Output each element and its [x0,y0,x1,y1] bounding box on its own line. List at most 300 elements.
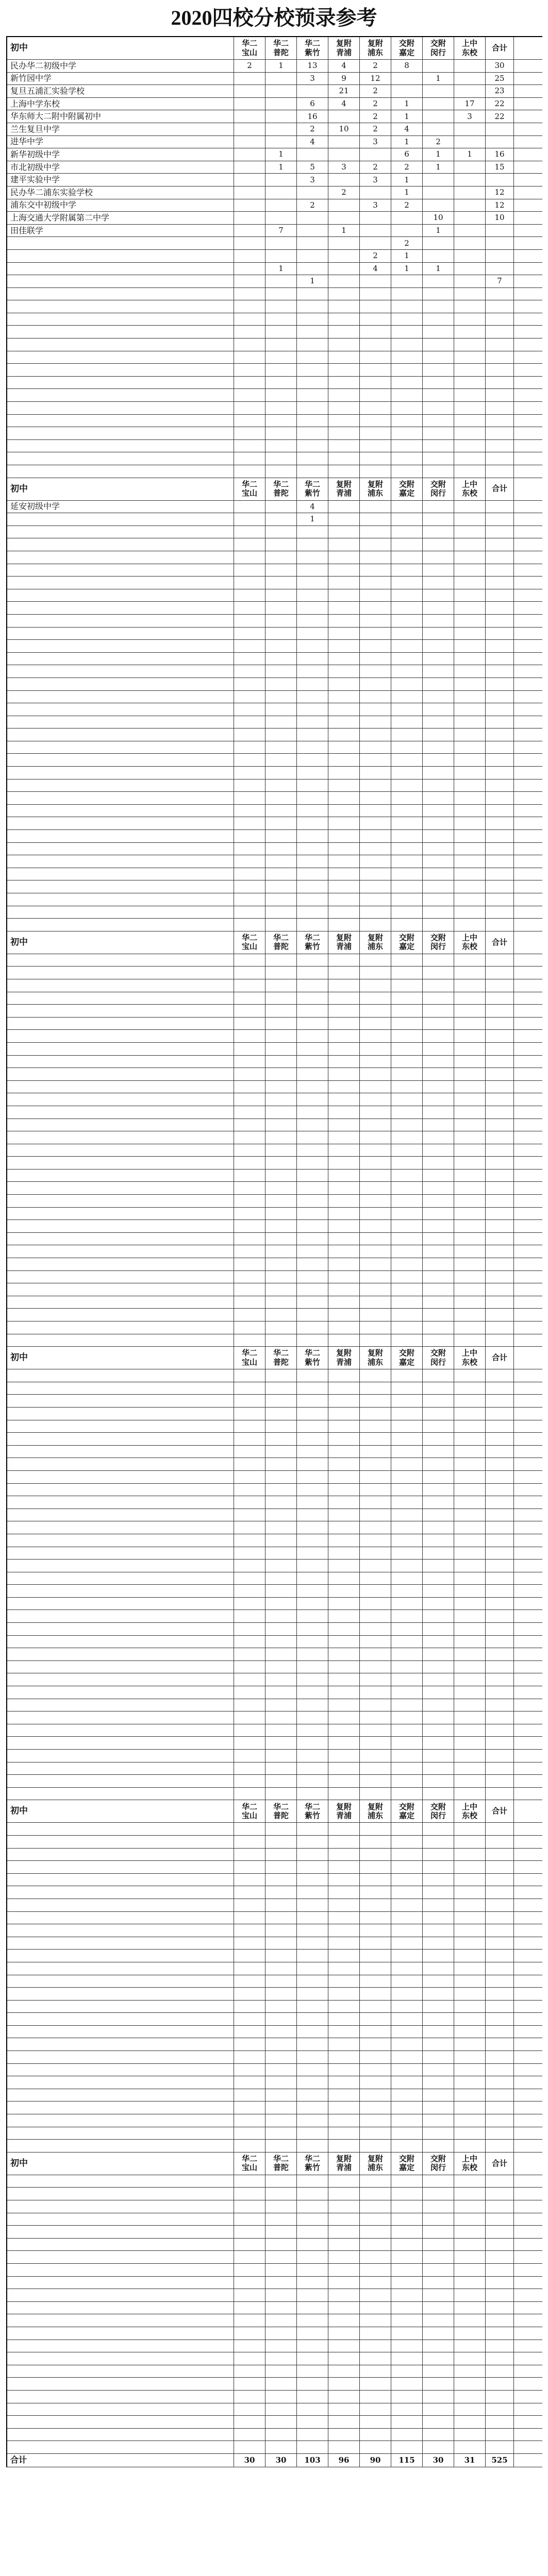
count-cell [391,326,423,338]
count-cell [423,1823,454,1835]
count-cell [297,427,328,439]
column-header [423,478,454,500]
count-cell [265,1195,297,1207]
count-cell [360,1509,391,1521]
count-cell [360,2127,391,2140]
count-cell [360,225,391,237]
count-cell [234,716,265,728]
count-cell [423,85,454,97]
count-cell [391,1988,423,2000]
count-cell [297,326,328,338]
table-row [7,954,542,967]
count-cell [297,653,328,665]
count-cell [423,2391,454,2403]
count-cell [454,615,486,627]
count-cell [360,855,391,868]
school-name [7,2001,234,2013]
count-cell [423,577,454,589]
table-row [7,212,542,225]
count-cell [234,1081,265,1093]
total-cell [486,2264,514,2276]
count-cell [297,1093,328,1106]
count-cell [454,1534,486,1547]
count-cell [328,1068,360,1080]
table-row [7,843,542,856]
table-row [7,427,542,440]
count-cell [423,2140,454,2152]
count-cell [360,288,391,300]
count-cell [265,1056,297,1068]
count-cell [234,1195,265,1207]
count-cell [297,1724,328,1737]
table-row [7,577,542,589]
count-cell [391,2051,423,2063]
count-cell [391,1874,423,1886]
count-cell [423,2340,454,2352]
count-cell [391,2175,423,2188]
total-cell [486,2140,514,2152]
table-row [7,551,542,564]
count-cell [297,1471,328,1483]
count-cell [391,2001,423,2013]
count-cell: 10 [328,123,360,135]
count-cell [423,1093,454,1106]
school-name [7,1144,234,1157]
table-row [7,1836,542,1849]
column-header [360,2153,391,2175]
count-cell [234,1484,265,1496]
count-cell [297,1068,328,1080]
table-row [7,187,542,199]
count-cell [328,919,360,931]
count-cell [328,551,360,564]
column-header-line: 交附 [398,479,414,489]
table-row [7,1509,542,1522]
school-name [7,2416,234,2428]
school-name [7,1093,234,1106]
school-name: 进华中学 [7,136,234,148]
column-header-line: 复附 [336,933,352,943]
count-cell [423,538,454,551]
count-cell [360,741,391,754]
count-cell [234,1446,265,1458]
total-cell [486,919,514,931]
count-cell [297,1382,328,1395]
count-cell [391,2089,423,2102]
count-cell [454,1572,486,1585]
school-name [7,2064,234,2076]
count-cell [265,1849,297,1861]
school-name [7,1572,234,1585]
count-cell [454,1081,486,1093]
table-row [7,1598,542,1611]
total-cell [486,1585,514,1597]
count-cell [360,967,391,979]
count-cell [391,1220,423,1232]
count-cell [234,2026,265,2038]
count-cell [454,212,486,224]
count-cell [391,1309,423,1321]
count-cell [391,728,423,741]
count-cell [234,161,265,174]
total-cell [486,1886,514,1899]
school-name [7,2302,234,2314]
school-name [7,250,234,262]
count-cell [391,1950,423,1962]
count-cell [423,351,454,364]
column-header [234,478,265,500]
count-cell [360,513,391,526]
count-cell [328,110,360,123]
count-cell [265,767,297,779]
school-name [7,1560,234,1572]
column-header-line: 东校 [461,1357,477,1367]
column-header-line: 华二 [304,39,320,48]
school-name: 田佳联学 [7,225,234,237]
count-cell [234,1170,265,1182]
count-cell [234,2114,265,2127]
count-cell [454,1233,486,1245]
count-cell [391,2391,423,2403]
count-cell [297,1321,328,1334]
column-header-line: 闵行 [430,2163,446,2173]
total-cell [486,136,514,148]
school-name: 兰生复旦中学 [7,123,234,135]
count-cell [265,2001,297,2013]
count-cell [297,992,328,1005]
total-cell [486,1836,514,1848]
total-cell [486,1182,514,1194]
school-name [7,1309,234,1321]
count-cell [360,2114,391,2127]
count-cell [423,1395,454,1407]
count-cell [234,792,265,804]
table-row [7,1673,542,1686]
school-name [7,2239,234,2251]
count-cell [234,1182,265,1194]
count-cell [328,2391,360,2403]
table-row [7,2264,542,2277]
count-cell [297,402,328,414]
table-row [7,2365,542,2378]
count-cell [391,1484,423,1496]
count-cell [265,817,297,829]
column-header-line: 青浦 [336,942,352,952]
count-cell [297,754,328,766]
count-cell [297,1849,328,1861]
table-row [7,2429,542,2442]
total-cell [486,513,514,526]
count-cell [360,1458,391,1470]
count-cell [454,1208,486,1220]
count-cell [328,868,360,880]
school-name [7,538,234,551]
count-cell [234,2175,265,2188]
school-name [7,1030,234,1042]
column-header-line: 华二 [273,2154,289,2164]
count-cell [360,2340,391,2352]
count-cell [454,1874,486,1886]
school-name [7,364,234,376]
count-cell [265,1395,297,1407]
count-cell [360,640,391,652]
count-cell [423,1030,454,1042]
count-cell [328,1321,360,1334]
count-cell [328,2038,360,2050]
count-cell [265,123,297,135]
total-cell [486,2429,514,2441]
count-cell [328,640,360,652]
school-name [7,741,234,754]
count-cell [234,1699,265,1711]
count-cell [360,1950,391,1962]
count-cell [234,326,265,338]
count-cell [454,1598,486,1610]
count-cell [423,1521,454,1534]
count-cell [423,551,454,564]
count-cell [297,465,328,478]
count-cell [391,1446,423,1458]
school-name: 延安初级中学 [7,501,234,513]
count-cell [328,1861,360,1873]
count-cell [328,589,360,602]
count-cell [297,2089,328,2102]
count-cell [297,2327,328,2340]
count-cell [360,1081,391,1093]
count-cell [265,1321,297,1334]
count-cell [297,2026,328,2038]
school-name [7,1195,234,1207]
count-cell [234,2001,265,2013]
count-cell [360,351,391,364]
count-cell: 1 [297,513,328,526]
school-name [7,263,234,275]
count-cell [423,2114,454,2127]
count-cell [391,1737,423,1749]
total-cell [486,174,514,186]
count-cell [234,1724,265,1737]
table-row [7,288,542,301]
count-cell [360,767,391,779]
school-name [7,615,234,627]
table-row [7,1433,542,1446]
count-cell [423,1157,454,1169]
count-cell [391,2441,423,2453]
count-cell [265,2416,297,2428]
count-cell [391,1081,423,1093]
count-cell: 3 [297,73,328,85]
count-cell [234,2277,265,2289]
total-cell [486,2340,514,2352]
table-row [7,653,542,666]
count-cell [234,2226,265,2238]
column-header-line: 闵行 [430,47,446,57]
count-cell [391,1420,423,1433]
count-cell [297,805,328,817]
count-cell [423,691,454,703]
count-cell [360,300,391,313]
count-cell [360,1534,391,1547]
count-cell [234,2213,265,2226]
total-cell [486,2365,514,2378]
count-cell [360,2140,391,2152]
count-cell [391,2013,423,2025]
school-name [7,1861,234,1873]
count-cell [265,1686,297,1699]
count-cell [328,830,360,842]
total-cell: 12 [486,187,514,199]
count-cell [360,1849,391,1861]
column-header-line: 普陀 [273,1357,289,1367]
table-row [7,1321,542,1334]
count-cell [297,2277,328,2289]
school-name [7,2114,234,2127]
count-cell [297,779,328,792]
count-cell [423,123,454,135]
count-cell [265,1245,297,1258]
total-cell [486,728,514,741]
table-row [7,1182,542,1195]
count-cell [423,1661,454,1673]
count-cell [454,1950,486,1962]
school-name [7,1296,234,1309]
count-cell [360,564,391,577]
school-name [7,843,234,855]
count-cell [297,830,328,842]
count-cell [454,199,486,212]
table-row [7,326,542,338]
count-cell [328,288,360,300]
count-cell [234,2302,265,2314]
column-header-line: 浦东 [367,2163,383,2173]
table-row [7,1195,542,1208]
count-cell [328,678,360,690]
count-cell [360,212,391,224]
count-cell [297,551,328,564]
count-cell [423,628,454,640]
count-cell [454,1043,486,1055]
count-cell [454,589,486,602]
count-cell [454,73,486,85]
column-header [328,37,360,59]
count-cell [265,2340,297,2352]
count-cell [454,2352,486,2365]
count-cell [297,2001,328,2013]
count-cell [454,1068,486,1080]
count-cell [391,288,423,300]
count-cell [360,377,391,389]
column-header-line: 复附 [367,2154,383,2164]
count-cell [265,1836,297,1848]
school-name [7,326,234,338]
count-cell [391,1258,423,1270]
column-header-line: 复附 [367,39,383,48]
count-cell [265,1446,297,1458]
count-cell [297,979,328,992]
count-cell [328,2403,360,2416]
table-row [7,2416,542,2429]
count-cell [234,2188,265,2200]
table-row [7,1737,542,1750]
count-cell [360,1144,391,1157]
count-cell [328,1081,360,1093]
table-row [7,440,542,453]
count-cell [360,817,391,829]
count-cell [360,1711,391,1724]
count-cell [328,212,360,224]
count-cell [391,2026,423,2038]
count-cell [454,1382,486,1395]
count-cell [328,893,360,906]
count-cell [297,1661,328,1673]
school-name [7,893,234,906]
count-cell [391,628,423,640]
count-cell [423,564,454,577]
count-cell [234,199,265,212]
total-cell [486,1195,514,1207]
count-cell [360,868,391,880]
count-cell [234,501,265,513]
total-cell [486,1382,514,1395]
count-cell [265,855,297,868]
table-row [7,1131,542,1144]
count-cell [391,1836,423,1848]
column-header-line: 华二 [273,1348,289,1358]
count-cell: 1 [391,187,423,199]
count-cell [423,1937,454,1950]
count-cell [297,1623,328,1635]
column-header [297,37,328,59]
summary-total: 525 [486,2454,514,2467]
count-cell [234,602,265,614]
count-cell [234,187,265,199]
count-cell [234,1572,265,1585]
count-cell [423,754,454,766]
count-cell [360,1043,391,1055]
count-cell [265,615,297,627]
count-cell [297,2038,328,2050]
summary-cell: 96 [328,2454,360,2467]
count-cell [391,653,423,665]
table-row [7,868,542,881]
count-cell [391,1233,423,1245]
count-cell [265,250,297,262]
count-cell [423,2076,454,2089]
count-cell [328,1283,360,1296]
count-cell [265,1369,297,1382]
school-name [7,1534,234,1547]
table-row [7,2289,542,2302]
count-cell [360,2314,391,2327]
count-cell [297,1131,328,1144]
column-header-line: 宝山 [241,488,257,498]
count-cell [328,1258,360,1270]
school-name [7,2352,234,2365]
count-cell [234,1585,265,1597]
count-cell [360,2416,391,2428]
count-cell [391,678,423,690]
total-cell [486,691,514,703]
count-cell [265,2114,297,2127]
count-cell [234,855,265,868]
count-cell [391,741,423,754]
count-cell [423,1711,454,1724]
total-cell [486,1899,514,1911]
count-cell [328,628,360,640]
total-cell [486,653,514,665]
count-cell [423,1762,454,1775]
count-cell [454,843,486,855]
